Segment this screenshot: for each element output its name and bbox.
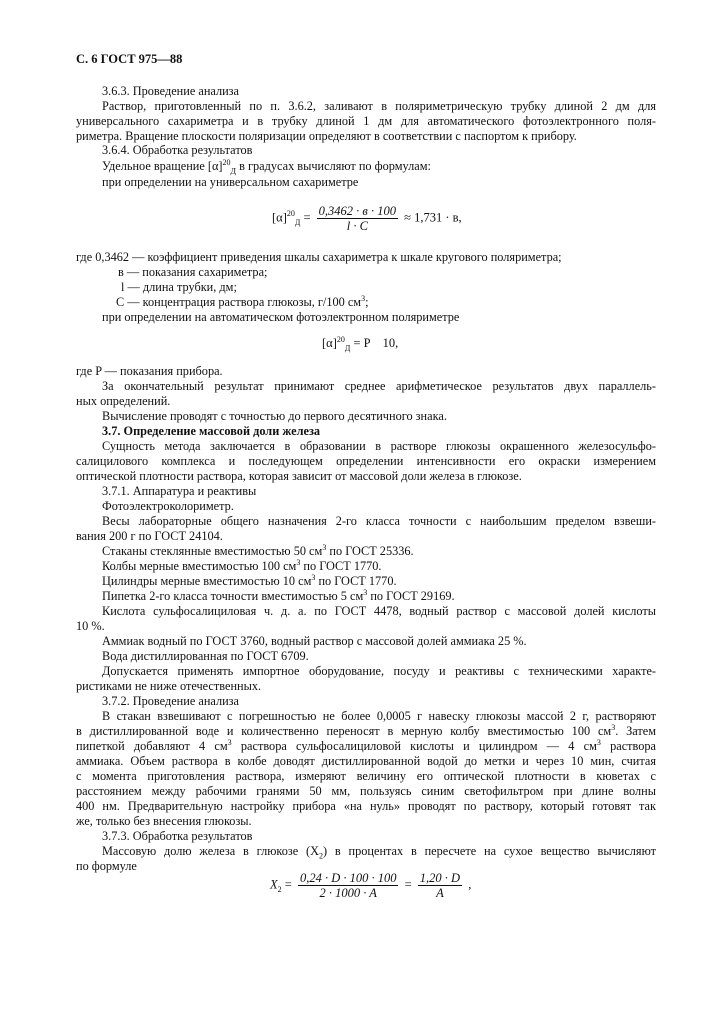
text: по ГОСТ 29169. (367, 589, 455, 603)
equals: = (300, 210, 314, 225)
paragraph-line: 400 нм. Предварительную настройку прибора «на нуль» проводят по раствору, который готовят так (76, 799, 656, 813)
superscript: 20 (222, 157, 231, 167)
formula-rhs: = P 10, (350, 336, 399, 350)
superscript: 3 (227, 737, 232, 747)
superscript: 3 (611, 722, 616, 732)
text: Стаканы стеклянные вместимостью 50 см (102, 544, 323, 558)
paragraph-line: Допускается применять импортное оборудование, посуду и реактивы с техническими характе- (102, 664, 656, 678)
formula-approx: ≈ 1,731 · в, (400, 210, 462, 225)
equals: = (281, 877, 295, 892)
paragraph-line (76, 724, 656, 739)
page-header: С. 6 ГОСТ 975—88 (76, 52, 183, 66)
superscript: 3 (311, 572, 316, 582)
formula-lhs: X (270, 877, 278, 892)
paragraph-line: l — длина трубки, дм; (121, 280, 237, 294)
paragraph-line (102, 544, 656, 559)
text: C — концентрация раствора глюкозы, г/100 см (116, 295, 362, 309)
paragraph-line: ристиками не ниже отечественных. (76, 679, 262, 693)
paragraph-line: вания 200 г по ГОСТ 24104. (76, 529, 223, 543)
formula-lhs: [α] (272, 210, 287, 225)
paragraph-line: Кислота сульфосалициловая ч. д. а. по ГОСТ 4478, водный раствор с массовой долей кислоты (102, 604, 656, 618)
paragraph-line: же, только без внесения глюкозы. (76, 814, 252, 828)
text: . Затем (615, 724, 657, 738)
paragraph-line: 10 %. (76, 619, 105, 633)
equals: = (401, 877, 415, 892)
paragraph-line: по формуле (76, 859, 137, 873)
subscript: Д (230, 166, 236, 176)
text: Пипетка 2-го класса точности вместимостью 5 см (102, 589, 364, 603)
section-title-363: 3.6.3. Проведение анализа (102, 84, 239, 98)
paragraph-line: Раствор, приготовленный по п. 3.6.2, заливают в поляриметрическую трубку длиной 2 дм для (102, 99, 656, 113)
formula-end: , (465, 877, 472, 892)
paragraph-line: при определении на универсальном сахариметре (102, 175, 359, 189)
paragraph-line: В стакан взвешивают с погрешностью не более 0,0005 г навеску глюкозы массой 2 г, растворяют (102, 709, 656, 723)
text: Цилиндры мерные вместимостью 10 см (102, 574, 312, 588)
paragraph-line: где P — показания прибора. (76, 364, 223, 378)
text: в дистиллированной воде и количественно переносят в мерную колбу вместимостью 100 см (76, 724, 612, 738)
paragraph-line: Весы лабораторные общего назначения 2-го класса точности с наибольшим пределом взвеши- (102, 514, 656, 528)
superscript: 20 (336, 334, 345, 344)
paragraph-line: Вода дистиллированная по ГОСТ 6709. (102, 649, 309, 663)
paragraph-line (76, 739, 656, 754)
text: Удельное вращение [α] (102, 159, 223, 173)
paragraph-line: аммиака. Объем раствора в колбе доводят дистиллированной водой до метки и через 10 мин, считая (76, 754, 656, 768)
superscript: 3 (363, 587, 368, 597)
paragraph-line: ных определений. (76, 394, 171, 408)
paragraph-line: в — показания сахариметра; (118, 265, 268, 279)
text: по ГОСТ 25336. (326, 544, 414, 558)
formula-automatic (322, 336, 398, 351)
paragraph-line: где 0,3462 — коэффициент приведения шкалы сахариметра к шкале кругового поляриметра; (76, 250, 562, 264)
paragraph-line (102, 844, 656, 859)
section-title-373: 3.7.3. Обработка результатов (102, 829, 253, 843)
text: пипеткой добавляют 4 см (76, 739, 228, 753)
paragraph-line: при определении на автоматическом фотоэлектронном поляриметре (102, 310, 460, 324)
subscript: 2 (319, 851, 323, 861)
superscript: 3 (322, 542, 327, 552)
paragraph-line (116, 295, 696, 310)
paragraph-line: Вычисление проводят с точностью до первого десятичного знака. (102, 409, 447, 423)
subscript: Д (344, 343, 351, 353)
text: по ГОСТ 1770. (300, 559, 382, 573)
text: Массовую долю железа в глюкозе (X (102, 844, 319, 858)
paragraph-line: риметра. Вращение плоскости поляризации определяют в соответствии с паспортом к прибору. (76, 129, 577, 143)
paragraph-line (102, 589, 656, 604)
paragraph-line: Аммиак водный по ГОСТ 3760, водный раствор с массовой долей аммиака 25 %. (102, 634, 527, 648)
superscript: 3 (596, 737, 601, 747)
paragraph-line (102, 559, 656, 574)
text: ) в процентах в пересчете на сухое вещество вычисляют (323, 844, 656, 858)
paragraph-line: оптической плотности раствора, которая зависит от массовой доли железа в глюкозе. (76, 469, 522, 483)
formula-lhs: [α] (322, 336, 337, 350)
text: раствора (600, 739, 656, 753)
numerator: 1,20 · D (419, 871, 461, 885)
section-title-371: 3.7.1. Аппаратура и реактивы (102, 484, 257, 498)
fraction (298, 872, 399, 899)
text: ; (365, 295, 369, 309)
paragraph-line: универсального сахариметра и в трубку длиной 1 дм для автоматического фотоэлектронного поля- (76, 114, 656, 128)
paragraph-line: За окончательный результат принимают среднее арифметическое результатов двух параллель- (102, 379, 656, 393)
paragraph-line: Фотоэлектроколориметр. (102, 499, 234, 513)
paragraph-line: салицилового комплекса и последующем определении интенсивности его окраски измерением (76, 454, 656, 468)
superscript: 3 (361, 293, 366, 303)
formula-iron-fraction (270, 872, 471, 899)
denominator: A (436, 886, 444, 900)
subscript: 2 (277, 884, 282, 894)
text: в градусах вычисляют по формулам: (236, 159, 431, 173)
section-title-37: 3.7. Определение массовой доли железа (102, 424, 321, 438)
fraction (317, 205, 398, 232)
denominator: l · C (346, 219, 368, 233)
paragraph-line (102, 574, 656, 589)
paragraph-line: с момента приготовления раствора, измеряют величину его оптической плотности в кюветах с (76, 769, 656, 783)
text: раствора сульфосалициловой кислоты и цилиндром — 4 см (231, 739, 597, 753)
numerator: 0,3462 · в · 100 (318, 204, 396, 218)
paragraph-line (102, 159, 656, 174)
paragraph-line: расстоянием между рабочими гранями 50 мм, пользуясь синим светофильтром при длине волны (76, 784, 656, 798)
section-title-372: 3.7.2. Проведение анализа (102, 694, 239, 708)
paragraph-line: Сущность метода заключается в образовании в растворе глюкозы окрашенного железосульфо- (102, 439, 656, 453)
subscript: Д (294, 217, 301, 227)
formula-specific-rotation (272, 205, 462, 232)
superscript: 20 (286, 209, 295, 219)
text: по ГОСТ 1770. (315, 574, 397, 588)
denominator: 2 · 1000 · A (319, 886, 377, 900)
superscript: 3 (296, 557, 301, 567)
section-title-364: 3.6.4. Обработка результатов (102, 143, 253, 157)
fraction (418, 872, 462, 899)
numerator: 0,24 · D · 100 · 100 (299, 871, 397, 885)
text: Колбы мерные вместимостью 100 см (102, 559, 297, 573)
